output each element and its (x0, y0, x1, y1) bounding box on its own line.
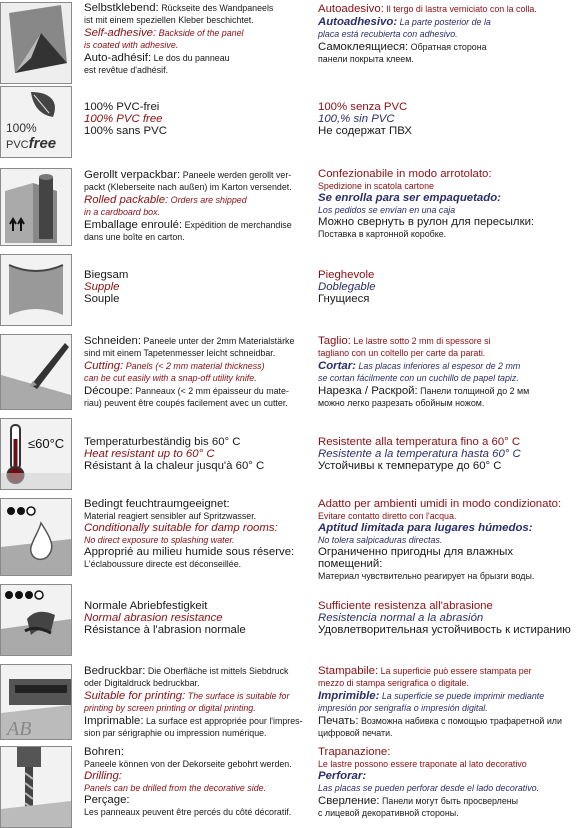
de-text: Biegsam (84, 269, 129, 281)
en-text: Panels can be drilled from the decorative side. (84, 783, 267, 793)
de-text: Material reagiert sensibler auf Spritzwasser. (84, 511, 257, 521)
ru-text: Удовлетворительная устойчивость к истиранию (318, 624, 571, 636)
es-lead: Aptitud limitada para lugares húmedos: (318, 522, 533, 534)
fr-text: 100% sans PVC (84, 125, 167, 137)
it-lead: Autoadesivo: (318, 3, 384, 15)
de-text: Paneele können von der Dekorseite gebohrt werden. (84, 759, 292, 769)
es-lead: Se enrolla para ser empaquetado: (318, 192, 501, 204)
de-text: Paneele unter der 2mm Materialstärke (141, 336, 295, 346)
es-text: Las placas inferiores al espesor de 2 mm (355, 361, 521, 371)
de-text: Paneele werden gerollt ver- (180, 170, 292, 180)
es-text: Doblegable (318, 281, 376, 293)
fr-lead: Auto-adhésif: (84, 52, 152, 64)
it-text: Pieghevole (318, 269, 375, 281)
it-text: 100% senza PVC (318, 101, 408, 113)
pvc-free-icon-text-1: 100% (6, 121, 37, 135)
it-text: Resistente alla temperatura fino a 60° C (318, 436, 521, 448)
es-text: La parte posterior de la (397, 17, 491, 27)
it-text: La superficie può essere stampata per (378, 666, 532, 676)
ru-text: Панели могут быть просверлены (379, 796, 519, 806)
es-lead: Imprimible: (318, 690, 380, 702)
fr-text: Expédition de merchandise (182, 220, 292, 230)
it-lead: Adatto per ambienti umidi in modo condizionato: (318, 498, 562, 510)
es-text: 100,% sin PVC (318, 113, 395, 125)
de-lead: Schneiden: (84, 335, 141, 347)
es-text: No tolera salpicaduras directas. (318, 535, 443, 545)
en-text: Orders are shipped (168, 195, 247, 205)
svg-text:AB: AB (7, 718, 32, 739)
fr-text: Résistance à l'abrasion normale (84, 624, 246, 636)
bend-icon (0, 254, 72, 326)
feature-row-self-adhesive (0, 2, 580, 82)
ru-text: Гнущиеся (318, 293, 370, 305)
es-text: Resistente a la temperatura hasta 60° C (318, 448, 521, 460)
ru-text: Материал чувствительно реагирует на брызги воды. (318, 571, 535, 581)
en-lead: Drilling: (84, 770, 122, 782)
es-text: Los pedidos se envían en una caja (318, 205, 456, 215)
de-lead: Bohren: (84, 746, 124, 758)
pvc-free-icon-text-3: free (28, 135, 57, 152)
ru-lead: Сверление: (318, 795, 380, 807)
fr-text-2: riau) peuvent être coupés facilement avec un cutter. (84, 398, 288, 408)
ru-lead: Самоклеящиеся: (318, 41, 409, 53)
de-text: 100% PVC-frei (84, 101, 160, 113)
ru-text-2: панели покрыта клеем. (318, 54, 414, 64)
en-lead: Self-adhesive: (84, 27, 157, 39)
de-text-2: oder Digitaldruck bedruckbar. (84, 678, 200, 688)
en-lead: Suitable for printing: (84, 690, 186, 702)
it-text: Evitare contatto diretto con l'acqua. (318, 511, 457, 521)
it-lead: Trapanazione: (318, 746, 391, 758)
feature-row-abrasion (0, 584, 580, 654)
peel-panel-icon (0, 2, 72, 84)
en-lead: Rolled packable: (84, 194, 169, 206)
fr-text-2: dans une boîte en carton. (84, 232, 185, 242)
print-icon (0, 664, 72, 740)
ru-text-2: можно легко разрезать обойным ножом. (318, 398, 485, 408)
fr-lead: Imprimable: (84, 715, 144, 727)
ru-lead: Можно свернуть в рулон для пересылки: (318, 216, 535, 228)
de-text: Temperaturbeständig bis 60° C (84, 436, 241, 448)
it-text: Spedizione in scatola cartone (318, 181, 434, 191)
feature-row-damp (0, 498, 580, 581)
it-text: Le lastre possono essere traponate al lato decorativo (318, 759, 527, 769)
es-text: La superficie se puede imprimir mediante (379, 691, 545, 701)
de-text: Rückseite des Wandpaneels (158, 3, 274, 13)
abrasion-icon (0, 584, 72, 656)
en-text-2: printing by screen printing or digital printing. (84, 703, 256, 713)
it-text-2: tagliano con un coltello per carte da parati. (318, 348, 486, 358)
ru-text: Панели толщиной до 2 мм (417, 386, 530, 396)
en-text-2: can be cut easily with a snap-off utility knife. (84, 373, 257, 383)
ru-lead: Ограниченно пригодны для влажных помещений: (318, 546, 514, 570)
en-text-2: is coated with adhesive. (84, 40, 179, 50)
ru-text-2: с лицевой декоративной стороны. (318, 808, 459, 818)
en-text: Heat resistant up to 60° C (84, 448, 215, 460)
en-text: The surface is suitable for (185, 691, 290, 701)
fr-lead: Emballage enroulé: (84, 219, 183, 231)
fr-text: Le dos du panneau (151, 53, 230, 63)
pvc-free-icon-text-row (6, 135, 56, 152)
fr-lead: Perçage: (84, 794, 130, 806)
en-text: Panels (< 2 mm material thickness) (123, 361, 265, 371)
drill-icon (0, 746, 72, 828)
es-lead: Autoadhesivo: (318, 16, 398, 28)
ru-text: Устойчивы к температуре до 60° C (318, 460, 502, 472)
fr-lead: Découpe: (84, 385, 133, 397)
fr-text-2: sion par sérigraphie ou impression numérique. (84, 728, 267, 738)
pvc-free-icon-text-2: PVC (6, 139, 29, 151)
fr-text: Panneaux (< 2 mm épaisseur du mate- (132, 386, 289, 396)
de-lead: Bedruckbar: (84, 665, 146, 677)
feature-row-supple (0, 254, 580, 324)
en-text: Supple (84, 281, 120, 293)
de-text-2: sind mit einem Tapetenmesser leicht schneidbar. (84, 348, 276, 358)
en-text: Normal abrasion resistance (84, 612, 223, 624)
fr-lead: Approprié au milieu humide sous réserve: (84, 546, 295, 558)
ru-text: Не содержат ПВХ (318, 125, 412, 137)
es-text-2: impresión por serigrafía o impresión digital. (318, 703, 488, 713)
es-text-2: se cortan fácilmente con un cuchillo de papel tapiz. (318, 373, 519, 383)
fr-text: La surface est appropriée pour l'impres- (143, 716, 303, 726)
it-text: Le lastre sotto 2 mm di spessore si (350, 336, 491, 346)
it-lead: Confezionabile in modo arrotolato: (318, 168, 492, 180)
ru-text: Обратная сторона (408, 42, 487, 52)
ru-lead: Нарезка / Раскрой: (318, 385, 418, 397)
feature-row-drilling (0, 746, 580, 828)
ru-text: Возможна набивка с помощью трафаретной или (358, 716, 562, 726)
de-lead: Gerollt verpackbar: (84, 169, 181, 181)
fr-text: L'éclaboussure directe est déconseillée. (84, 559, 242, 569)
de-lead: Selbstklebend: (84, 2, 159, 14)
it-text-2: mezzo di stampa serigrafica o digitale. (318, 678, 469, 688)
en-text-2: in a cardboard box. (84, 207, 160, 217)
it-lead: Taglio: (318, 335, 351, 347)
es-lead: Perforar: (318, 770, 367, 782)
knife-icon (0, 334, 72, 410)
en-lead: Cutting: (84, 360, 124, 372)
de-text: Normale Abriebfestigkeit (84, 600, 208, 612)
it-text: Il tergo di lastra verniciato con la colla. (383, 4, 537, 14)
ru-lead: Печать: (318, 715, 359, 727)
it-text: Sufficiente resistenza all'abrasione (318, 600, 493, 612)
de-text-2: ist mit einem speziellen Kleber beschichtet. (84, 15, 254, 25)
es-text-2: placa está recubierta con adhesivo. (318, 29, 458, 39)
feature-row-cutting (0, 334, 580, 414)
feature-row-heat (0, 418, 580, 488)
ru-text-2: цифровой печати. (318, 728, 393, 738)
fr-text-2: est revêtue d'adhésif. (84, 65, 169, 75)
it-lead: Stampabile: (318, 665, 379, 677)
feature-row-pvc-free (0, 86, 580, 156)
feature-row-rolled (0, 168, 580, 248)
rolled-box-icon (0, 168, 72, 246)
es-lead: Cortar: (318, 360, 356, 372)
fr-text: Résistant à la chaleur jusqu'à 60° C (84, 460, 265, 472)
de-text: Die Oberfläche ist mittels Siebdruck (145, 666, 289, 676)
en-text: Backside of the panel (156, 28, 244, 38)
fr-text: Souple (84, 293, 120, 305)
fr-text: Les panneaux peuvent être percés du côté décoratif. (84, 807, 292, 817)
en-lead: Conditionally suitable for damp rooms: (84, 522, 278, 534)
feature-row-printing (0, 664, 580, 742)
es-text: Resistencia normal a la abrasión (318, 612, 484, 624)
water-drop-icon (0, 498, 72, 576)
heat-icon-label: ≤60°C (28, 436, 65, 451)
en-text: 100% PVC free (84, 113, 163, 125)
en-text: No direct exposure to splashing water. (84, 535, 235, 545)
es-text: Las placas se pueden perforar desde el lado decorativo. (318, 783, 540, 793)
de-text-2: packt (Kleberseite nach außen) im Karton versendet. (84, 182, 292, 192)
thermometer-icon (0, 418, 72, 490)
de-lead: Bedingt feuchtraumgeeignet: (84, 498, 230, 510)
ru-text: Поставка в картонной коробке. (318, 229, 447, 239)
